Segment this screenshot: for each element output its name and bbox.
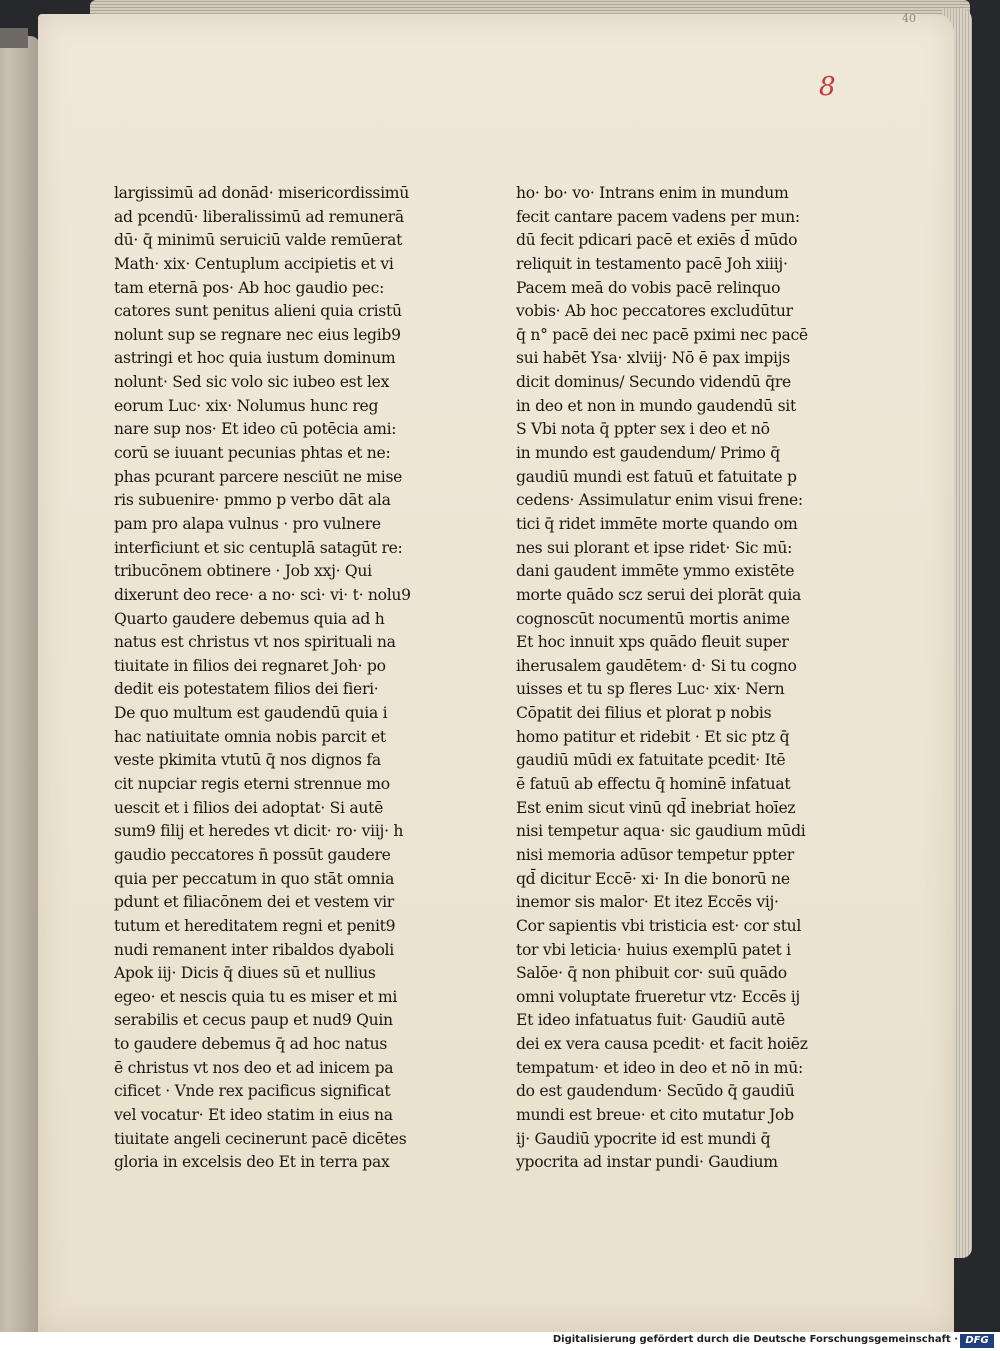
text-line: nisi memoria adūsor tempetur ppter — [516, 845, 794, 864]
text-line: dani gaudent immēte ymmo existēte — [516, 562, 795, 581]
text-line: natus est christus vt nos spirituali na — [114, 633, 396, 652]
text-line: gloria in excelsis deo Et in terra pax — [114, 1153, 390, 1172]
text-line: tribucōnem obtinere · Job xxj· Qui — [114, 562, 372, 581]
text-line: Et ideo infatuatus fuit· Gaudiū autē — [516, 1011, 785, 1030]
text-line: gaudiū mundi est fatuū et fatuitate p — [516, 467, 797, 486]
text-line: ij· Gaudiū ypocrite id est mundi q̄ — [516, 1129, 771, 1148]
text-line: iherusalem gaudētem· d· Si tu cogno — [516, 656, 797, 675]
text-line: tam eternā pos· Ab hoc gaudio pec: — [114, 278, 385, 297]
text-line: nes sui plorant et ipse ridet· Sic mū: — [516, 538, 793, 557]
text-line: dixerunt deo rece· a no· sci· vi· t· nolu9 — [114, 585, 411, 604]
text-line: Quarto gaudere debemus quia ad h — [114, 609, 385, 628]
text-line: catores sunt penitus alieni quia cristū — [114, 302, 402, 321]
text-line: reliquit in testamento pacē Joh xiiij· — [516, 254, 788, 273]
text-line: vel vocatur· Et ideo statim in eius na — [114, 1105, 393, 1124]
folio-number: 8 — [819, 72, 836, 102]
text-line: sui habēt Ysa· xlviij· Nō ē pax impijs — [516, 349, 790, 368]
text-line: gaudio peccatores n̄ possūt gaudere — [114, 845, 391, 864]
text-line: uescit et i filios dei adoptat· Si autē — [114, 798, 384, 817]
text-line: pam pro alapa vulnus · pro vulnere — [114, 514, 381, 533]
text-line: nolunt sup se regnare nec eius legib9 — [114, 325, 401, 344]
text-line: dū fecit pdicari pacē et exiēs d̄ mūdo — [516, 231, 798, 250]
text-line: ypocrita ad instar pundi· Gaudium — [516, 1153, 778, 1172]
text-line: nisi tempetur aqua· sic gaudium mūdi — [516, 822, 806, 841]
binding-strip — [0, 28, 28, 48]
text-line: Salōe· q̄ non phibuit cor· suū quādo — [516, 964, 787, 983]
text-column-right — [516, 182, 868, 1175]
text-line: nudi remanent inter ribaldos dyaboli — [114, 940, 394, 959]
text-line: ris subuenire· pmmo p verbo dāt ala — [114, 491, 391, 510]
text-line: cificet · Vnde rex pacificus significat — [114, 1082, 391, 1101]
text-line: dedit eis potestatem filios dei fieri· — [114, 680, 379, 699]
funding-credit: Digitalisierung gefördert durch die Deutsche Forschungsgemeinschaft · — [552, 1334, 958, 1345]
text-line: q̄ n° pacē dei nec pacē pximi nec pacē — [516, 325, 808, 344]
text-line: morte quādo scz serui dei plorāt quia — [516, 585, 802, 604]
text-line: quia per peccatum in quo stāt omnia — [114, 869, 395, 888]
text-line: Et hoc innuit xps quādo fleuit super — [516, 633, 789, 652]
text-line: astringi et hoc quia iustum dominum — [114, 349, 396, 368]
text-line: to gaudere debemus q̄ ad hoc natus — [114, 1035, 388, 1054]
text-line: ho· bo· vo· Intrans enim in mundum — [516, 184, 789, 202]
pencil-page-mark: 40 — [902, 12, 916, 25]
text-line: S Vbi nota q̄ ppter sex i deo et nō — [516, 420, 770, 439]
text-line: dicit dominus/ Secundo videndū q̄re — [516, 373, 791, 392]
text-line: qd̄ dicitur Eccē· xi· In die bonorū ne — [516, 869, 790, 888]
text-line: vobis· Ab hoc peccatores excludūtur — [516, 302, 793, 321]
text-line: Est enim sicut vinū qd̄ inebriat hoīez — [516, 798, 796, 817]
text-line: omni voluptate frueretur vtz· Eccēs ij — [516, 987, 800, 1006]
text-line: interficiunt et sic centuplā satagūt re: — [114, 538, 403, 557]
text-line: in deo et non in mundo gaudendū sit — [516, 396, 796, 415]
text-line: tempatum· et ideo in deo et nō in mū: — [516, 1058, 803, 1077]
text-line: nare sup nos· Et ideo cū potēcia ami: — [114, 420, 397, 439]
text-line: tiuitate angeli cecinerunt pacē dicētes — [114, 1129, 407, 1148]
left-page-edge — [0, 36, 40, 1332]
text-line: phas pcurant parcere nesciūt ne mise — [114, 467, 403, 486]
text-line: egeo· et nescis quia tu es miser et mi — [114, 987, 398, 1006]
text-line: Apok iij· Dicis q̄ diues sū et nullius — [114, 964, 376, 983]
text-line: dei ex vera causa pcedit· et facit hoiēz — [516, 1035, 808, 1054]
text-line: serabilis et cecus paup et nud9 Quin — [114, 1011, 393, 1030]
text-line: corū se iuuant pecunias phtas et ne: — [114, 444, 391, 463]
text-line: ad pcendū· liberalissimū ad remunerā — [114, 207, 404, 226]
text-line: veste pkimita vtutū q̄ nos dignos fa — [114, 751, 381, 770]
text-line: cedens· Assimulatur enim visui frene: — [516, 491, 803, 510]
text-line: ē fatuū ab effectu q̄ hominē infatuat — [516, 775, 791, 794]
text-line: uisses et tu sp fleres Luc· xix· Nern — [516, 680, 785, 699]
text-line: tor vbi leticia· huius exemplū patet i — [516, 940, 791, 959]
text-line: homo patitur et ridebit · Et sic ptz q̄ — [516, 727, 790, 746]
text-line: do est gaudendum· Secūdo q̄ gaudiū — [516, 1082, 795, 1101]
footer-bar — [0, 1332, 1000, 1351]
text-line: tiuitate in filios dei regnaret Joh· po — [114, 656, 386, 675]
text-line: largissimū ad donād· misericordissimū — [114, 184, 410, 202]
text-line: Math· xix· Centuplum accipietis et vi — [114, 254, 394, 273]
text-line: tutum et hereditatem regni et penit9 — [114, 916, 396, 935]
text-line: cit nupciar regis eterni strennue mo — [114, 775, 390, 794]
text-line: gaudiū mūdi ex fatuitate pcedit· Itē — [516, 751, 786, 770]
text-line: tici q̄ ridet immēte morte quando om — [516, 514, 798, 533]
text-line: eorum Luc· xix· Nolumus hunc reg — [114, 396, 379, 415]
text-line: fecit cantare pacem vadens per mun: — [516, 207, 800, 226]
text-line: inemor sis malor· Et itez Eccēs vij· — [516, 893, 779, 912]
text-line: Cor sapientis vbi tristicia est· cor stul — [516, 916, 802, 935]
text-line: cognoscūt nocumentū mortis anime — [516, 609, 790, 628]
text-line: in mundo est gaudendum/ Primo q̄ — [516, 444, 780, 463]
text-line: ē christus vt nos deo et ad inicem pa — [114, 1058, 394, 1077]
text-line: De quo multum est gaudendū quia i — [114, 704, 388, 723]
dfg-logo: DFG — [960, 1334, 994, 1348]
text-line: sum9 filij et heredes vt dicit· ro· viij· h — [114, 822, 404, 841]
text-line: Pacem meā do vobis pacē relinquo — [516, 278, 781, 297]
text-line: dū· q̄ minimū seruiciū valde remūerat — [114, 231, 403, 250]
text-line: hac natiuitate omnia nobis parcit et — [114, 727, 386, 746]
text-line: mundi est breue· et cito mutatur Job — [516, 1105, 794, 1124]
text-line: pdunt et filiacōnem dei et vestem vir — [114, 893, 394, 912]
text-column-left — [114, 182, 464, 1175]
text-line: Cōpatit dei filius et plorat p nobis — [516, 704, 772, 723]
text-line: nolunt· Sed sic volo sic iubeo est lex — [114, 373, 390, 392]
